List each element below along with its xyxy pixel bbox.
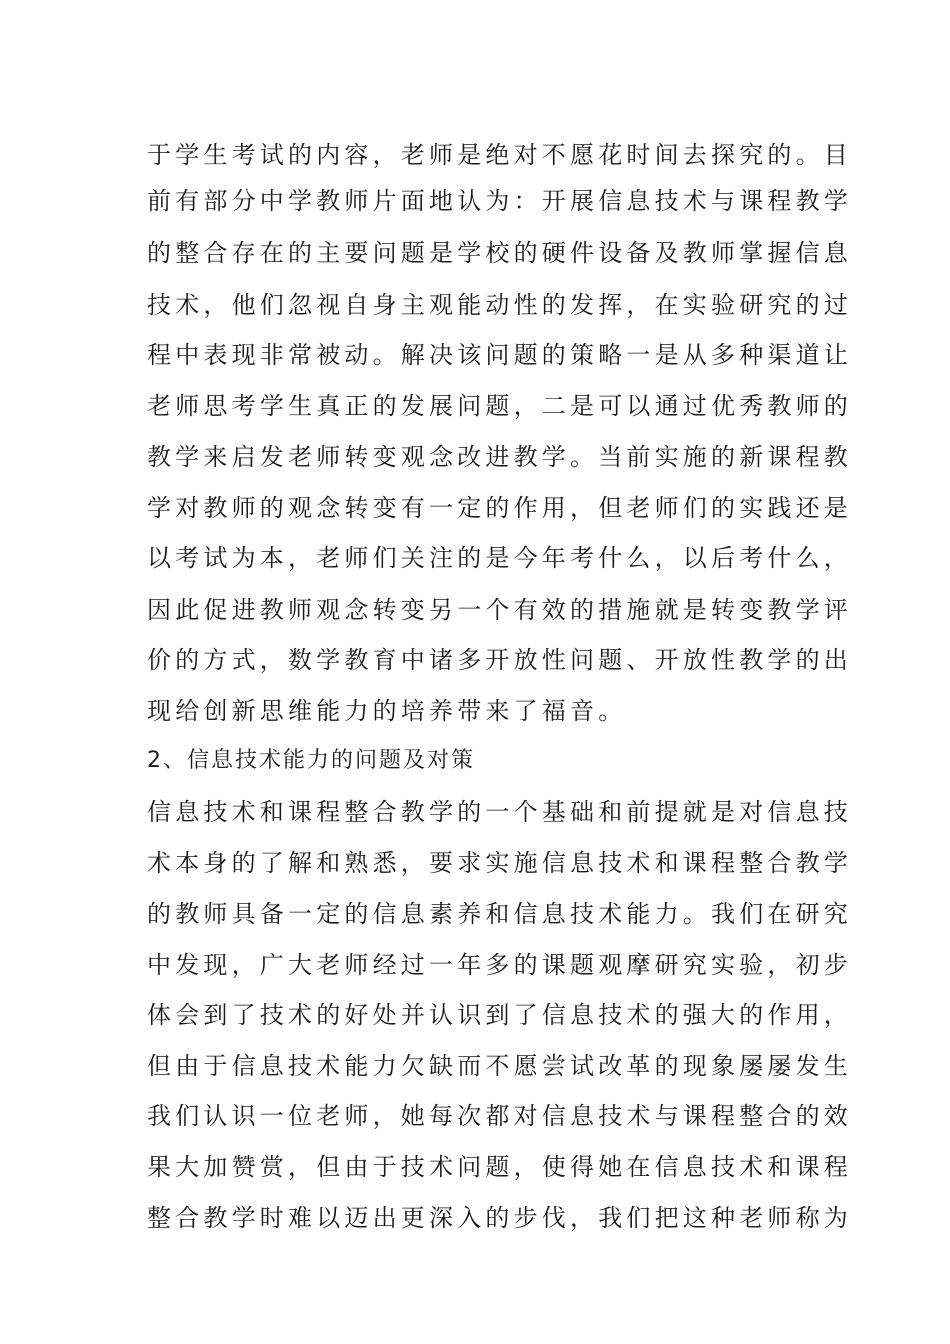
paragraph-line: 现给创新思维能力的培养带来了福音。: [147, 697, 627, 725]
paragraph-line: 学对教师的观念转变有一定的作用，但老师们的实践还是: [147, 494, 852, 522]
paragraph-line: 以考试为本，老师们关注的是今年考什么，以后考什么，: [147, 544, 852, 572]
paragraph-line: 教学来启发老师转变观念改进教学。当前实施的新课程教: [147, 443, 852, 471]
paragraph-line: 我们认识一位老师，她每次都对信息技术与课程整合的效: [147, 1102, 852, 1130]
paragraph-line: 技术，他们忽视自身主观能动性的发挥，在实验研究的过: [147, 291, 852, 319]
paragraph-line: 中发现，广大老师经过一年多的课题观摩研究实验，初步: [147, 951, 852, 979]
paragraph-line: 但由于信息技术能力欠缺而不愿尝试改革的现象屡屡发生: [147, 1052, 852, 1080]
paragraph-line: 价的方式，数学教育中诸多开放性问题、开放性教学的出: [147, 646, 852, 674]
paragraph-line: 的教师具备一定的信息素养和信息技术能力。我们在研究: [147, 900, 852, 928]
paragraph-line: 信息技术和课程整合教学的一个基础和前提就是对信息技: [147, 798, 852, 826]
paragraph-line: 果大加赞赏，但由于技术问题，使得她在信息技术和课程: [147, 1153, 852, 1181]
paragraph-line: 术本身的了解和熟悉，要求实施信息技术和课程整合教学: [147, 849, 852, 877]
paragraph-line: 因此促进教师观念转变另一个有效的措施就是转变教学评: [147, 596, 852, 624]
paragraph-line: 体会到了技术的好处并认识到了信息技术的强大的作用，: [147, 1001, 852, 1029]
paragraph-line: 老师思考学生真正的发展问题，二是可以通过优秀教师的: [147, 392, 852, 420]
paragraph-line: 的整合存在的主要问题是学校的硬件设备及教师掌握信息: [147, 239, 852, 267]
paragraph-line: 程中表现非常被动。解决该问题的策略一是从多种渠道让: [147, 341, 852, 369]
paragraph-line: 前有部分中学教师片面地认为：开展信息技术与课程教学: [147, 187, 852, 215]
paragraph-line: 于学生考试的内容，老师是绝对不愿花时间去探究的。目: [147, 141, 852, 169]
paragraph-line: 整合教学时难以迈出更深入的步伐，我们把这种老师称为: [147, 1204, 852, 1232]
section-heading: 2、信息技术能力的问题及对策: [147, 748, 475, 773]
